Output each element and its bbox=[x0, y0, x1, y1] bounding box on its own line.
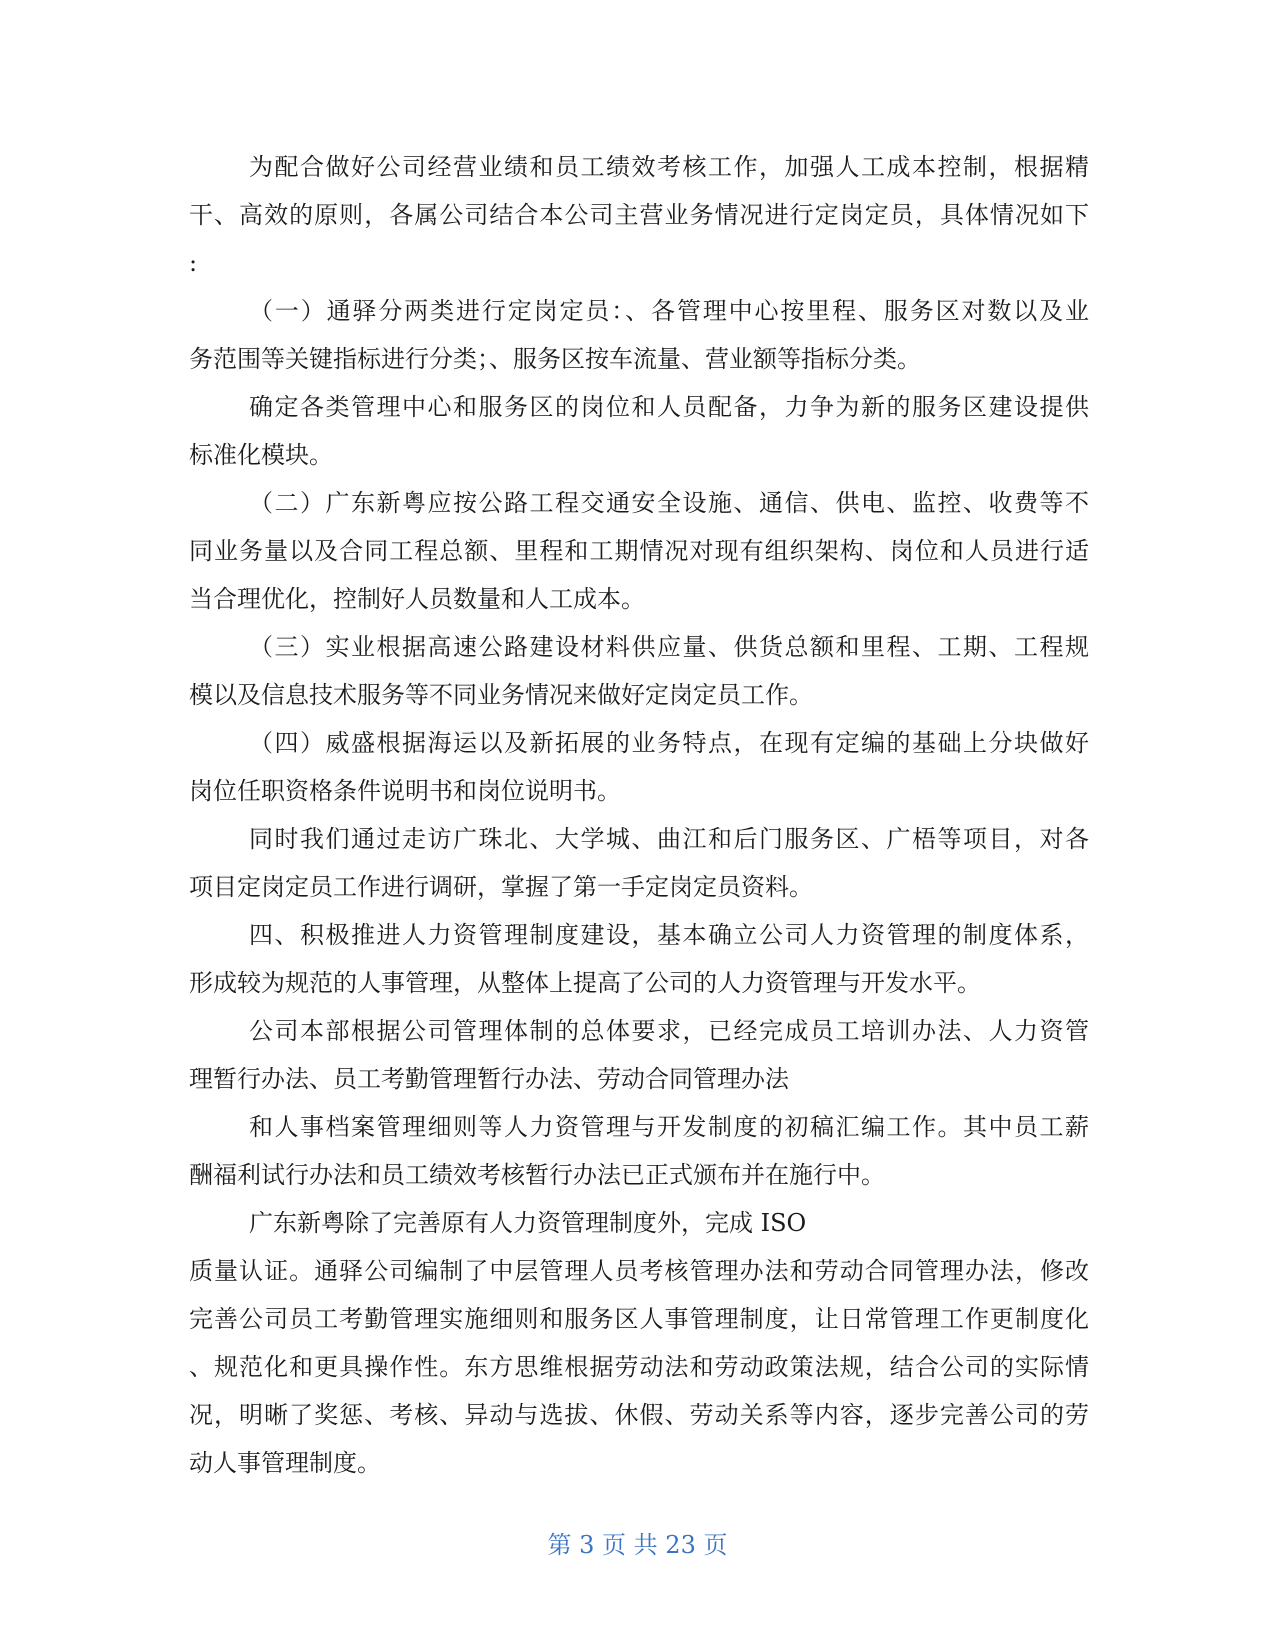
text-line: 当合理优化，控制好人员数量和人工成本。 bbox=[189, 585, 645, 613]
text-line: 干、高效的原则，各属公司结合本公司主营业务情况进行定岗定员，具体情况如下 bbox=[189, 201, 1089, 229]
text-line: 四、积极推进人力资管理制度建设，基本确立公司人力资管理的制度体系， bbox=[249, 921, 1089, 949]
text-line: （四）威盛根据海运以及新拓展的业务特点，在现有定编的基础上分块做好 bbox=[249, 729, 1089, 757]
text-line: 务范围等关键指标进行分类；、服务区按车流量、营业额等指标分类。 bbox=[189, 345, 921, 373]
document-body bbox=[189, 143, 1089, 1487]
text-line: 同时我们通过走访广珠北、大学城、曲江和后门服务区、广梧等项目，对各 bbox=[249, 825, 1089, 853]
text-line: 、规范化和更具操作性。东方思维根据劳动法和劳动政策法规，结合公司的实际情 bbox=[189, 1353, 1089, 1381]
text-line: 项目定岗定员工作进行调研，掌握了第一手定岗定员资料。 bbox=[189, 873, 813, 901]
page-number-footer: 第 3 页 共 23 页 bbox=[547, 1531, 728, 1559]
text-line: 和人事档案管理细则等人力资管理与开发制度的初稿汇编工作。其中员工薪 bbox=[249, 1113, 1089, 1141]
text-line: 公司本部根据公司管理体制的总体要求，已经完成员工培训办法、人力资管 bbox=[249, 1017, 1089, 1045]
text-line: 广东新粤除了完善原有人力资管理制度外，完成 ISO bbox=[249, 1209, 807, 1237]
text-line: 完善公司员工考勤管理实施细则和服务区人事管理制度，让日常管理工作更制度化 bbox=[189, 1305, 1089, 1333]
text-line: 标准化模块。 bbox=[189, 441, 333, 469]
text-line: 理暂行办法、员工考勤管理暂行办法、劳动合同管理办法 bbox=[189, 1065, 789, 1093]
text-line: 酬福利试行办法和员工绩效考核暂行办法已正式颁布并在施行中。 bbox=[189, 1161, 885, 1189]
text-line: : bbox=[189, 249, 198, 277]
text-line: 质量认证。通驿公司编制了中层管理人员考核管理办法和劳动合同管理办法，修改 bbox=[189, 1257, 1089, 1285]
text-line: 动人事管理制度。 bbox=[189, 1449, 381, 1477]
text-line: （二）广东新粤应按公路工程交通安全设施、通信、供电、监控、收费等不 bbox=[249, 489, 1089, 517]
text-line: 岗位任职资格条件说明书和岗位说明书。 bbox=[189, 777, 621, 805]
text-line: （三）实业根据高速公路建设材料供应量、供货总额和里程、工期、工程规 bbox=[249, 633, 1089, 661]
text-line: 同业务量以及合同工程总额、里程和工期情况对现有组织架构、岗位和人员进行适 bbox=[189, 537, 1089, 565]
text-line: （一）通驿分两类进行定岗定员：、各管理中心按里程、服务区对数以及业 bbox=[249, 297, 1089, 325]
text-line: 为配合做好公司经营业绩和员工绩效考核工作，加强人工成本控制，根据精 bbox=[249, 153, 1089, 181]
text-line: 形成较为规范的人事管理，从整体上提高了公司的人力资管理与开发水平。 bbox=[189, 969, 981, 997]
text-line: 模以及信息技术服务等不同业务情况来做好定岗定员工作。 bbox=[189, 681, 813, 709]
text-line: 确定各类管理中心和服务区的岗位和人员配备，力争为新的服务区建设提供 bbox=[249, 393, 1089, 421]
text-line: 况，明晰了奖惩、考核、异动与选拔、休假、劳动关系等内容，逐步完善公司的劳 bbox=[189, 1401, 1089, 1429]
